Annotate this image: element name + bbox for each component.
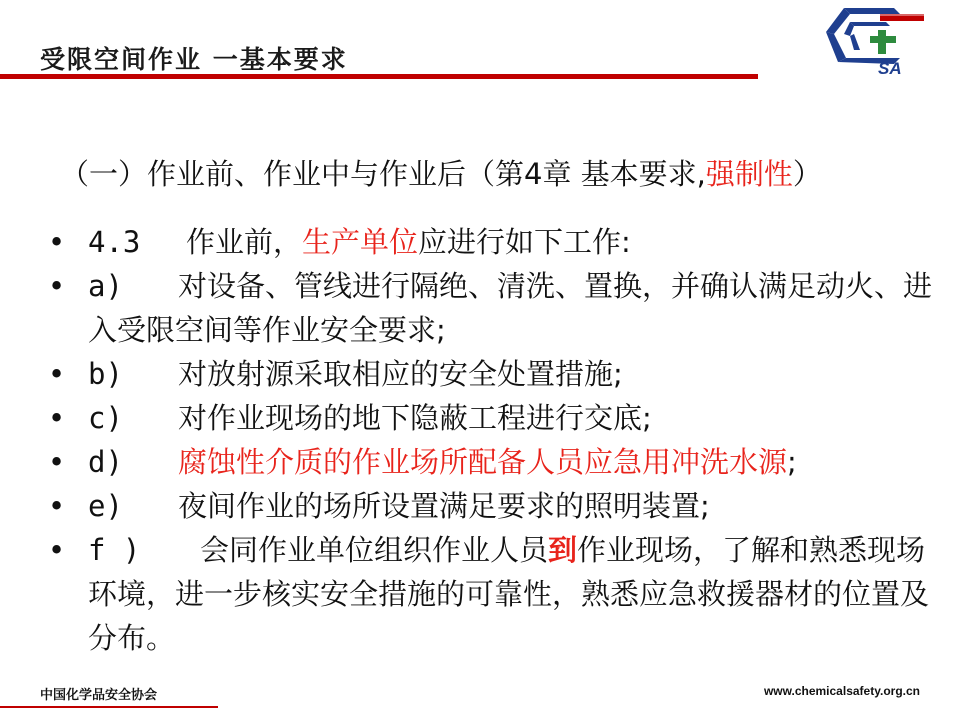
bullet-icon: •: [48, 445, 66, 479]
footer-website: www.chemicalsafety.org.cn: [763, 684, 920, 698]
csa-logo: [816, 4, 926, 76]
list-item: • c) 对作业现场的地下隐蔽工程进行交底;: [48, 396, 938, 440]
bullet-icon: •: [48, 401, 66, 435]
bullet-icon: •: [48, 489, 66, 523]
footer-rule: [0, 706, 218, 708]
list-item: • e) 夜间作业的场所设置满足要求的照明装置;: [48, 484, 938, 528]
header-bar: [0, 74, 758, 79]
requirements-list: [48, 220, 938, 660]
logo-text: SA: [878, 59, 902, 76]
list-item: • f ) 会同作业单位组织作业人员到作业现场，了解和熟悉现场环境，进一步核实安全措施的可靠性，熟悉应急救援器材的位置及分布。: [48, 528, 938, 660]
bullet-icon: •: [48, 225, 66, 259]
bullet-icon: •: [48, 269, 66, 303]
mandatory-label: 强制性: [705, 157, 793, 191]
section-subheading: （一）作业前、作业中与作业后（第4章 基本要求,强制性）: [60, 157, 822, 191]
footer-organization: 中国化学品安全协会: [40, 688, 158, 703]
list-item: • 4.3 作业前，生产单位应进行如下工作:: [48, 220, 938, 264]
list-item: • b) 对放射源采取相应的安全处置措施;: [48, 352, 938, 396]
list-item: • a) 对设备、管线进行隔绝、清洗、置换，并确认满足动火、进入受限空间等作业安全要求;: [48, 264, 938, 352]
bullet-icon: •: [48, 533, 66, 567]
bullet-icon: •: [48, 357, 66, 391]
slide-title: 受限空间作业 一基本要求: [40, 45, 348, 74]
list-item: • d) 腐蚀性介质的作业场所配备人员应急用冲洗水源;: [48, 440, 938, 484]
